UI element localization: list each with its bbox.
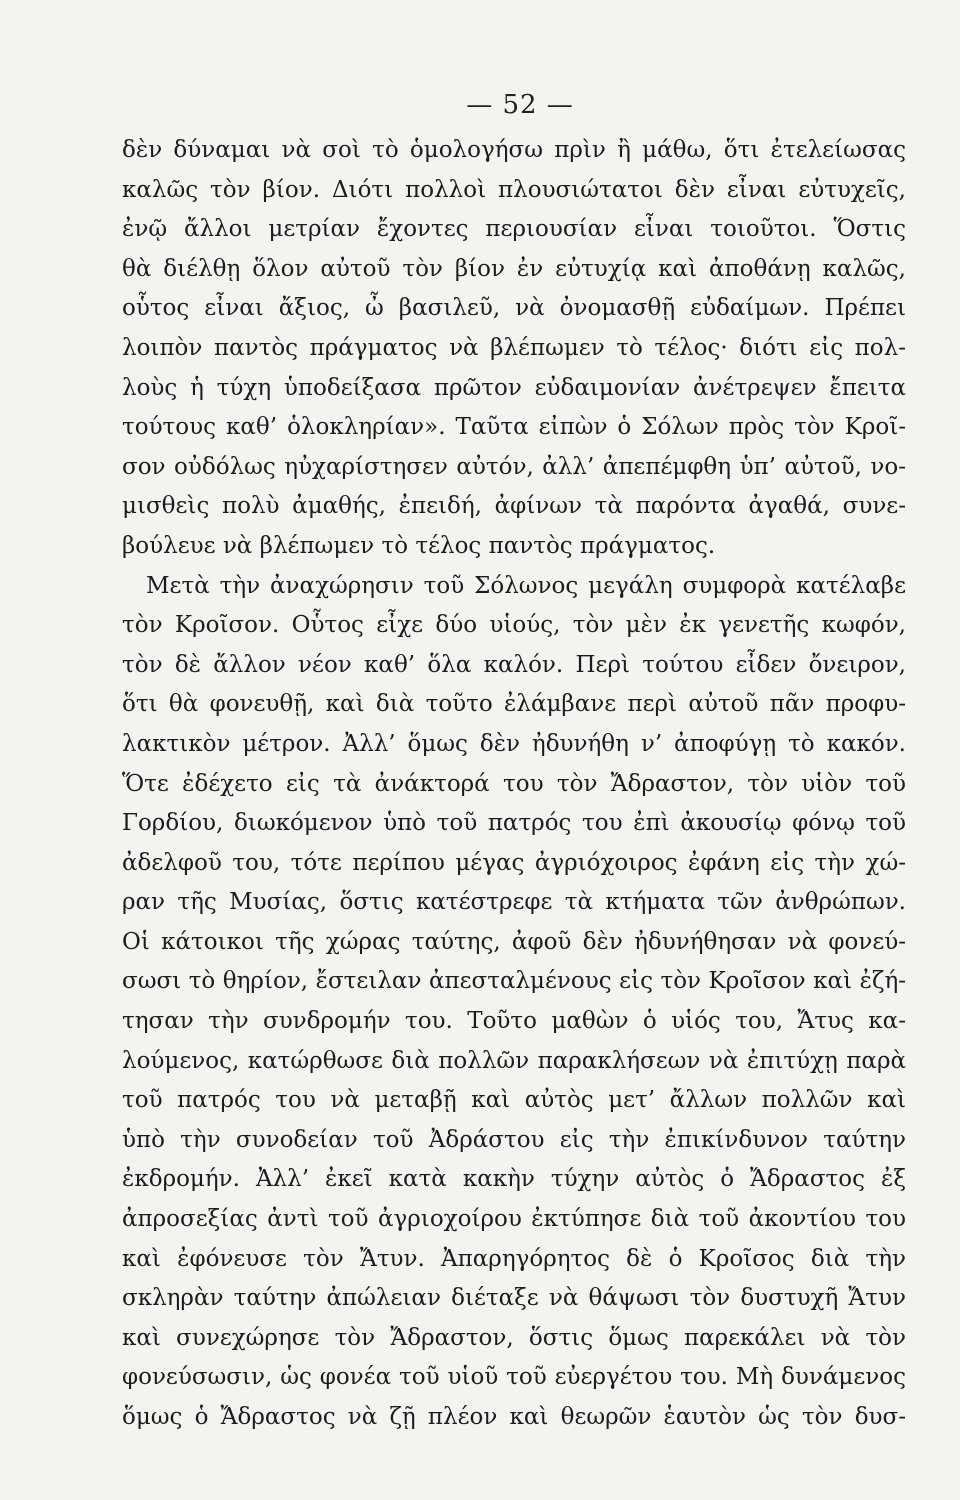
text-line-2: καλῶς τὸν βίον. Διότι πολλοὶ πλουσιώτατοι δὲν εἶναι εὐτυχεῖς, — [122, 176, 906, 203]
body-text — [122, 131, 906, 1438]
text-line-21: Οἱ κάτοικοι τῆς χώρας ταύτης, ἀφοῦ δὲν ἠδυνήθησαν νὰ φονεύ- — [122, 928, 906, 955]
text-line-1: δὲν δύναμαι νὰ σοὶ τὸ ὁμολογήσω πρὶν ἢ μάθω, ὅτι ἐτελείωσας — [122, 137, 906, 163]
text-line-26: ὑπὸ τὴν συνοδείαν τοῦ Ἀδράστου εἰς τὴν ἐπικίνδυνον ταύτην — [122, 1126, 906, 1153]
text-line-27: ἐκδρομήν. Ἀλλ’ ἐκεῖ κατὰ κακὴν τύχην αὐτὸς ὁ Ἄδραστος ἐξ — [122, 1166, 906, 1193]
text-line-18: Γορδίου, διωκόμενον ὑπὸ τοῦ πατρός του ἐπὶ ἀκουσίῳ φόνῳ τοῦ — [122, 810, 906, 837]
text-line-6: λοιπὸν παντὸς πράγματος νὰ βλέπωμεν τὸ τέλος· διότι εἰς πολ- — [122, 334, 906, 361]
text-line-8: τούτους καθ’ ὁλοκληρίαν». Ταῦτα εἰπὼν ὁ Σόλων πρὸς τὸν Κροῖ- — [122, 414, 906, 441]
text-line-9: σον οὐδόλως ηὐχαρίστησεν αὐτόν, ἀλλ’ ἀπεπέμφθη ὑπ’ αὐτοῦ, νο- — [122, 453, 906, 480]
text-line-4: θὰ διέλθῃ ὅλον αὐτοῦ τὸν βίον ἐν εὐτυχίᾳ καὶ ἀποθάνῃ καλῶς, — [122, 255, 906, 282]
text-line-14: τὸν δὲ ἄλλον νέον καθ’ ὅλα καλόν. Περὶ τούτου εἶδεν ὄνειρον, — [122, 651, 906, 678]
text-line-23: τησαν τὴν συνδρομήν του. Τοῦτο μαθὼν ὁ υἱός του, Ἄτυς κα- — [122, 1008, 906, 1035]
text-line-17: Ὅτε ἐδέχετο εἰς τὰ ἀνάκτορά του τὸν Ἄδραστον, τὸν υἱὸν τοῦ — [122, 770, 906, 797]
text-line-15: ὅτι θὰ φονευθῇ, καὶ διὰ τοῦτο ἐλάμβανε περὶ αὐτοῦ πᾶν προφυ- — [122, 691, 906, 718]
text-line-28: ἀπροσεξίας ἀντὶ τοῦ ἀγριοχοίρου ἐκτύπησε διὰ τοῦ ἀκοντίου του — [122, 1206, 906, 1233]
text-line-24: λούμενος, κατώρθωσε διὰ πολλῶν παρακλήσεων νὰ ἐπιτύχῃ παρὰ — [122, 1047, 906, 1074]
text-line-29: καὶ ἐφόνευσε τὸν Ἄτυν. Ἀπαρηγόρητος δὲ ὁ Κροῖσος διὰ τὴν — [122, 1245, 906, 1272]
text-line-33: ὅμως ὁ Ἄδραστος νὰ ζῇ πλέον καὶ θεωρῶν ἑαυτὸν ὡς τὸν δυσ- — [122, 1404, 906, 1430]
text-line-3: ἐνῷ ἄλλοι μετρίαν ἔχοντες περιουσίαν εἶναι τοιοῦτοι. Ὅστις — [122, 216, 906, 243]
text-line-32: φονεύσωσιν, ὡς φονέα τοῦ υἱοῦ τοῦ εὐεργέτου του. Μὴ δυνάμενος — [122, 1364, 906, 1391]
text-line-31: καὶ συνεχώρησε τὸν Ἄδραστον, ὅστις ὅμως παρεκάλει νὰ τὸν — [122, 1324, 906, 1351]
page-number: — 52 — — [466, 90, 574, 120]
text-line-30: σκληρὰν ταύτην ἀπώλειαν διέταξε νὰ θάψωσι τὸν δυστυχῆ Ἄτυν — [122, 1285, 906, 1312]
text-line-22: σωσι τὸ θηρίον, ἔστειλαν ἀπεσταλμένους εἰς τὸν Κροῖσον καὶ ἐζή- — [122, 968, 906, 995]
text-line-7: λοὺς ἡ τύχη ὑποδείξασα πρῶτον εὐδαιμονίαν ἀνέτρεψεν ἔπειτα — [122, 374, 906, 401]
text-line-11: βούλευε νὰ βλέπωμεν τὸ τέλος παντὸς πράγματος. — [122, 532, 716, 559]
text-line-16: λακτικὸν μέτρον. Ἀλλ’ ὅμως δὲν ἠδυνήθη ν’ ἀποφύγῃ τὸ κακόν. — [122, 730, 906, 757]
text-line-13: τὸν Κροῖσον. Οὗτος εἶχε δύο υἱούς, τὸν μὲν ἐκ γενετῆς κωφόν, — [122, 612, 906, 639]
text-line-10: μισθεὶς πολὺ ἀμαθής, ἐπειδή, ἀφίνων τὰ παρόντα ἀγαθά, συνε- — [122, 493, 906, 520]
text-line-19: ἀδελφοῦ του, τότε περίπου μέγας ἀγριόχοιρος ἐφάνη εἰς τὴν χώ- — [122, 849, 906, 876]
text-line-20: ραν τῆς Μυσίας, ὅστις κατέστρεφε τὰ κτήματα τῶν ἀνθρώπων. — [122, 889, 906, 916]
text-line-25: τοῦ πατρός του νὰ μεταβῇ καὶ αὐτὸς μετ’ ἄλλων πολλῶν καὶ — [122, 1087, 906, 1114]
text-line-5: οὗτος εἶναι ἄξιος, ὦ βασιλεῦ, νὰ ὀνομασθῇ εὐδαίμων. Πρέπει — [122, 295, 906, 322]
text-line-12: Μετὰ τὴν ἀναχώρησιν τοῦ Σόλωνος μεγάλη συμφορὰ κατέλαβε — [146, 572, 906, 599]
